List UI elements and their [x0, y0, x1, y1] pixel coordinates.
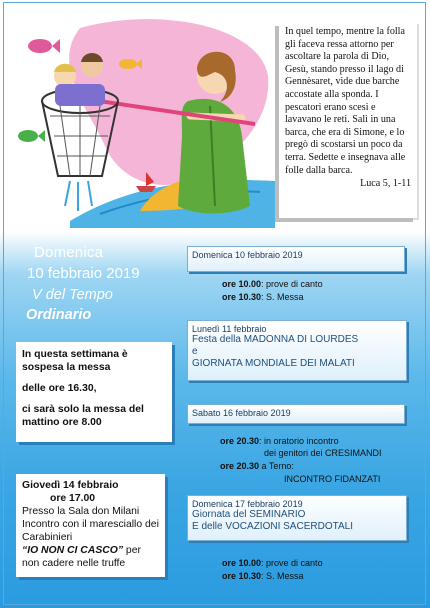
title-date: 10 febbraio 2019 — [27, 265, 140, 282]
note-event-date: Giovedì 14 febbraio — [22, 480, 119, 491]
event-header-1 — [187, 246, 405, 272]
jesus-fishing-illustration — [10, 6, 275, 228]
note-week-line1: In questa settimana è sospesa la messa — [22, 349, 128, 373]
event-4-title1: Giornata del SEMINARIO — [192, 509, 306, 520]
gospel-text: In quel tempo, mentre la folla gli faceva ressa attorno per ascoltare la parola di Dio, Gesù, stando presso il lago di Gennèsaret, vide due barche accostate alla sponda. I pescatori erano scesi e lavavano le reti. Salì in una barca, che era di Simone, e lo pregò di scostarsi un poco da terra. Sedette e insegnava alle folle dalla barca. — [285, 26, 406, 176]
event-4-item-2: ore 10.30: S. Messa — [222, 571, 304, 581]
event-4-title2: E delle VOCAZIONI SACERDOTALI — [192, 521, 353, 532]
event-3-item-3: ore 20.30 a Terno: — [220, 461, 294, 471]
event-2-title2: GIORNATA MONDIALE DEI MALATI — [192, 358, 355, 369]
event-header-1-label: Domenica 10 febbraio 2019 — [192, 250, 303, 260]
note-event-purpose: per non cadere nelle truffe — [22, 545, 141, 569]
note-event-place: Presso la Sala don Milani — [22, 506, 140, 517]
note-event-meeting: Incontro con il maresciallo dei Carabinieri — [22, 519, 159, 543]
event-header-4 — [187, 495, 407, 541]
note-week — [16, 342, 172, 442]
event-header-4-label: Domenica 17 febbraio 2019 — [192, 499, 303, 509]
note-week-line3: ci sarà solo la messa del mattino ore 8.00 — [22, 404, 144, 428]
note-week-line2: delle ore 16.30, — [22, 383, 97, 394]
note-event-campaign-line — [22, 544, 159, 570]
event-3-item-4: INCONTRO FIDANZATI — [284, 474, 381, 484]
event-2-title1: Festa della MADONNA DI LOURDES — [192, 334, 359, 345]
event-2-conj: e — [192, 346, 198, 357]
event-header-3 — [187, 404, 405, 424]
title-day: Domenica — [34, 244, 104, 261]
event-header-3-label: Sabato 16 febbraio 2019 — [192, 408, 291, 418]
event-4-item-1: ore 10.00: prove di canto — [222, 558, 323, 568]
event-header-2-label: Lunedì 11 febbraio — [192, 324, 267, 334]
gospel-box — [279, 22, 417, 218]
note-event — [16, 474, 165, 577]
event-header-2 — [187, 320, 407, 381]
title-season: V del Tempo — [32, 287, 113, 303]
gospel-reference: Luca 5, 1-11 — [360, 178, 411, 190]
event-1-item-1: ore 10.00: prove di canto — [222, 279, 323, 289]
note-event-time: ore 17.00 — [50, 493, 96, 504]
event-3-item-1: ore 20.30: in oratorio incontro — [220, 436, 339, 446]
event-3-item-2: dei genitori dei CRESIMANDI — [264, 448, 382, 458]
title-season-name: Ordinario — [26, 307, 92, 323]
note-event-campaign: “IO NON CI CASCO” — [22, 545, 124, 556]
event-1-item-2: ore 10.30: S. Messa — [222, 292, 304, 302]
